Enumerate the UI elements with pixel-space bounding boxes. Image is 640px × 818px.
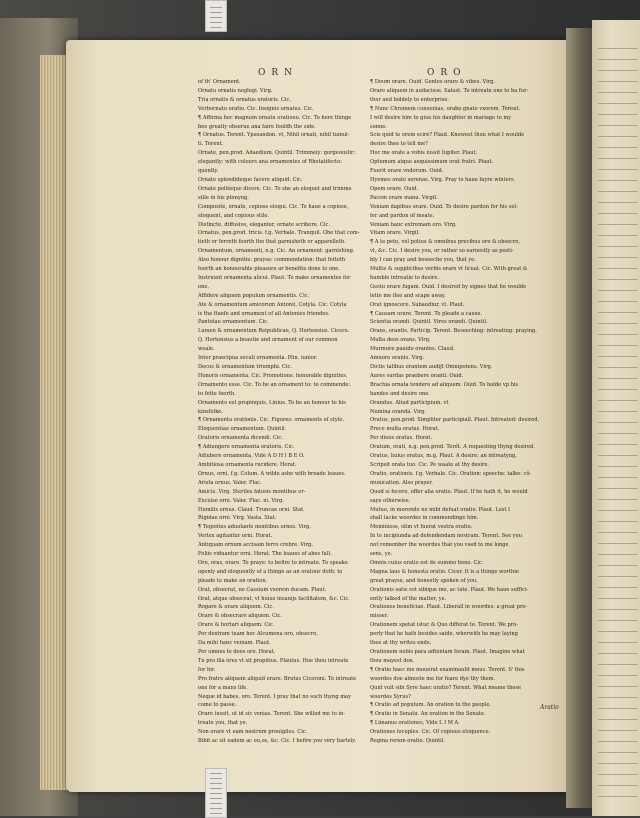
text-line: one. bbox=[198, 283, 209, 290]
text-line: weale. bbox=[198, 346, 215, 353]
text-line: Scripsit orata tuo. Cic. Pe waate at thy desire. bbox=[370, 461, 490, 468]
text-line: ¶ Limanus orationes, Vide L I M A. bbox=[370, 720, 460, 727]
text-line: Composite, ornate, copiose eloqui. Cic. To haue a copiose, bbox=[198, 203, 349, 210]
text-line: lette me flee and scape away. bbox=[370, 292, 446, 299]
text-line: Excelse orni. Valer. Flac. ni. Virg. bbox=[198, 497, 284, 504]
text-line: I will desire him to giue his daughter in mariage to my bbox=[370, 114, 512, 121]
text-line: fer and pardon of meate. bbox=[370, 212, 435, 219]
text-line: Antiquam ornum accisam ferro crebre. Virg. bbox=[198, 542, 313, 549]
text-line: bly I can pray and beseeche you, that ye. bbox=[370, 257, 476, 264]
text-line: Orare & hortari aliquem. Cic. bbox=[198, 622, 275, 629]
text-line: Arista ornus. Valer. Flac. bbox=[198, 479, 262, 486]
text-line: Orare iussit, ut id sic venias. Terent. She willed me to in- bbox=[198, 711, 346, 718]
text-line: pleade to make an oration. bbox=[198, 577, 268, 584]
text-line: openly and eloquently of a thinge as an oratour doth: to bbox=[198, 568, 343, 575]
text-line: Multa deos orans. Virg. bbox=[370, 337, 431, 344]
text-line: Ornate, pen.prod. Adaedium. Quintil. Trimmely: gorgeouslir: bbox=[198, 150, 356, 157]
text-line: Scis quid te orem scire? Plaut. Knowest thou what I woulde bbox=[370, 132, 525, 139]
text-line: Prece multa oratus. Horat. bbox=[370, 426, 440, 433]
text-line: vt, &c. Cic. I desire you, or rather so earnestly as posti- bbox=[370, 248, 514, 255]
text-line: Mutuo, in morendo ne mibi defuat oratio. Plaut. Lest I bbox=[370, 506, 511, 513]
text-line: thee at thy writes ende. bbox=[370, 640, 432, 647]
text-line: Orandus. Aliud participium. vt bbox=[370, 399, 449, 406]
text-line: for hir. bbox=[198, 666, 216, 673]
text-line: Ornamento esse. Cic. To be an ornament to: to commende: bbox=[198, 381, 351, 388]
running-head-right: ORO bbox=[427, 68, 467, 78]
text-line: Neque id habes, oro. Terent. I pray that no such thyng may bbox=[198, 693, 351, 700]
text-line: Q. Hortensius a beautie and ornament of our common bbox=[198, 337, 338, 344]
text-line: saye otherwise. bbox=[370, 497, 411, 504]
text-line: woordes Syrus? bbox=[370, 693, 411, 700]
text-line: Tu pro illa ores vt sit propitius. Plautus. Hoe thou intreate bbox=[198, 657, 349, 664]
text-line: Optumum atque aequissimum orat fratri. Plaut. bbox=[370, 159, 494, 166]
text-line: Pro fratre aliquem aliquid orare. Brutus Ciceroni. To intreate bbox=[198, 675, 357, 682]
text-line: ¶ Oratio haec me mouerat examinaulit meus. Terent. S' this bbox=[370, 666, 525, 673]
text-line: munication. Also prayer. bbox=[370, 479, 433, 486]
text-line: Lumen & ornamentum Reipublicae, Q. Hortensius. Cicero. bbox=[198, 328, 350, 335]
text-line: Decus & ornamentum triumphi. Cic. bbox=[198, 364, 292, 370]
text-line: Rogare & orare aliquem. Cic. bbox=[198, 604, 274, 611]
text-line: quently. bbox=[198, 168, 219, 175]
text-line: ¶ Ornatus. Terent. Ypseandon. vt, Nihil ornati, nihil tumul- bbox=[198, 132, 350, 139]
text-line: Dictis talibus orantem audijt Omnipotens. Virg. bbox=[370, 364, 493, 370]
text-line: Ornate politeque dicere. Cic. To sbe an eloquet and trimme bbox=[198, 185, 352, 192]
scale-ruler-top bbox=[205, 0, 227, 32]
text-line: Oratum, orati, n.g. pen.prod. Terét. A requesting thyng desired. bbox=[370, 444, 536, 451]
text-line: one for a mans life. bbox=[198, 684, 248, 691]
text-line: Brachia ornata tendere ad aliquem. Ouid. To holde vp his bbox=[370, 381, 519, 388]
text-line: Scientia orandi. Quintil. Vires orandi. Quintil. bbox=[370, 319, 488, 326]
text-line: Oratus, huius oratus, m.g. Plaut. A desire: an intreatyng. bbox=[370, 453, 517, 460]
text-line: great prayse, and honestly spoken of you. bbox=[370, 577, 478, 584]
text-line: ther and boldely to enterprise. bbox=[370, 96, 450, 103]
text-line: come to passe. bbox=[198, 702, 237, 709]
text-line: Verbornatu oratio. Cic. Insignis ornatus. Cic. bbox=[198, 105, 314, 112]
text-line: Humilis ornus. Claud. Truncae orni. Stat. bbox=[198, 506, 305, 513]
text-line: tieth or ferreth foorth the that garnisheth or apparelleth. bbox=[198, 239, 346, 246]
text-line: Per dextram tuam hoc Alcumena oro, obsecro, bbox=[198, 631, 318, 638]
text-line: Murmure pauido orantes. Claud. bbox=[370, 346, 455, 353]
text-line: Pantotae ornamentum. Cic. bbox=[198, 319, 269, 326]
text-line: Orationes beneficiae. Plaut. Liberall in woordes: a great pro- bbox=[370, 604, 528, 611]
text-line: Magna laus & honesta oratio. Cicer. It is a thinge worthie bbox=[370, 568, 519, 575]
text-line: shall lacke woordes in commendinge him. bbox=[370, 515, 479, 522]
text-line: not remember the woordes that you vsed to me longe bbox=[370, 542, 509, 549]
text-line: Hyemes orate serenas. Virg. Pray to haue fayre winters. bbox=[370, 176, 516, 183]
text-line: Omnis cuius oratio est de summo bono. Cic. bbox=[370, 559, 484, 566]
text-line: Orans, orantis. Particip. Terent. Beseeching: intreating: praying. bbox=[370, 328, 537, 335]
text-line: is the ftaefe and ornament of all Antonies friendes. bbox=[198, 310, 330, 317]
text-line: foorth an honourable pleasure ar benefite done to one. bbox=[198, 266, 340, 273]
text-line: Bibit ac sit eadem ac ou,os, &c. Cic. I befire you very hartely. bbox=[198, 738, 357, 745]
text-line: to fette foorth. bbox=[198, 390, 236, 397]
text-line: Fuerit orare vndorum. Ouid. bbox=[370, 168, 444, 175]
text-line: ently talked of the matter, ye. bbox=[370, 595, 447, 602]
text-line: ¶ Tegentes aduolante montibus ornos. Virg. bbox=[198, 524, 311, 531]
text-line: treate you, that ye. bbox=[198, 720, 248, 727]
text-line: ¶ Adiungere ornamenta oratoris. Cic. bbox=[198, 444, 295, 451]
text-line: Ornamento est propinquis, Linius. To be an honour to his bbox=[198, 399, 346, 406]
text-line: Inter praecipua seculi ornamenta. Plin. iunior. bbox=[198, 355, 318, 362]
text-line: ¶ Nunc Chremem conuenias, orabo gnato vxorem. Terent. bbox=[370, 105, 521, 112]
text-line: Rigidae orni. Virg. Vasta. Stat. bbox=[198, 515, 277, 522]
facing-page-text bbox=[598, 40, 638, 800]
text-line: Numina oranda. Virg. bbox=[370, 408, 427, 415]
text-line: Tria ornatis & ornatus oratoris. Cic. bbox=[198, 96, 291, 103]
text-line: Orationis satis est sibique me, ac tate. Plaut. We haue suffici- bbox=[370, 586, 529, 593]
text-line: Orat, obsecrat, ne Cassium vxorem ducam. Plaut. bbox=[198, 586, 327, 593]
text-line: Ambitiosa ornamenta recidere. Horat. bbox=[198, 461, 297, 468]
text-line: Distincte, diffusive, eleganter, ornate scribere. Cic. bbox=[198, 221, 331, 228]
text-line: eloquent, and copious stile. bbox=[198, 212, 269, 219]
text-line: Regina rerum oratio. Quintil. bbox=[370, 738, 446, 745]
text-line: Orare & obsecrare aliquem. Cic. bbox=[198, 613, 283, 620]
text-line: Orationem spetat istuc & Quo differat te. Terent. We pro- bbox=[370, 622, 519, 629]
text-line: Ornus, orni, f.g. Colum. A wilde ashe with broade leaues. bbox=[198, 470, 346, 477]
text-line: Eloquentiae ornamentum. Quintil. bbox=[198, 426, 287, 433]
text-line: Ornatu ornatis neglegi. Virg. bbox=[198, 87, 273, 94]
catchword: Aratio bbox=[540, 704, 559, 711]
text-line: Non orare vt eam nostrum prouigiles. Cic. bbox=[198, 729, 308, 736]
text-line: Ornamentum, ornamenti, n.g. Cic. An ornament: garnishing. bbox=[198, 248, 355, 255]
text-line: ¶ Deum orare. Ouid. Gentes orare & vibes. Virg. bbox=[370, 79, 496, 85]
text-line: elegantly: with colours ana ornamentes of Rhetatifecto: bbox=[198, 159, 342, 166]
text-line: Multis & supplicibus verbis orare vt liceat. Cic. With great & bbox=[370, 266, 528, 273]
text-line: Adiubere ornamenta, Vide A D H I B E O. bbox=[198, 453, 305, 460]
text-line: Orare aliquem in audacisse. Salust. To intreate one to ba fur- bbox=[370, 87, 529, 94]
text-line: Per diuos oratus. Horat. bbox=[370, 435, 433, 442]
text-line: ¶ Causam orare. Terent. To pleade a cause. bbox=[370, 310, 483, 317]
text-line: Veniam dapibus orare. Ouid. To desire pardon for his sel- bbox=[370, 203, 518, 210]
text-line: Ate & ornamentum amicorum Antonii, Cotyla. Cic. Cotyla bbox=[198, 301, 347, 308]
text-line: handes and desire one. bbox=[370, 390, 430, 397]
text-line: Pacem orare manu. Virgil. bbox=[370, 194, 438, 201]
text-line: perly that he hath besides saide, wherwith he may laying bbox=[370, 631, 518, 638]
text-line: Amnore orants. Virg. bbox=[370, 355, 425, 362]
text-line: Honoris ornamenta. Cic. Promotions: honorable dignities. bbox=[198, 372, 348, 379]
right-text-column bbox=[370, 78, 548, 746]
text-line: woordes doe almoste me for feare dye thy them. bbox=[370, 675, 496, 682]
text-line: Oratus, pen.prod. Simpliter participiall. Plaut. Intreated: desired. bbox=[370, 417, 540, 424]
text-line: ¶ Oratio ad populum. An oration to the people. bbox=[370, 702, 491, 709]
scale-ruler-bottom bbox=[205, 768, 227, 818]
text-line: humble intreatie to desire. bbox=[370, 274, 439, 281]
text-line: sonne. bbox=[370, 123, 387, 130]
text-line: Ornatus, pen.prod. tricis. f.g. Verbale. Tranquil. Ohe that com- bbox=[198, 230, 360, 237]
text-line: Ornate splendideque facere aliquid. Cic. bbox=[198, 176, 303, 183]
text-line: stile in his ptonyng. bbox=[198, 194, 249, 201]
text-line: Hoc me orate a vobis iussit Iupiter. Plaut. bbox=[370, 150, 478, 157]
text-line: ti. Terent. bbox=[198, 141, 224, 148]
text-line: Oro, oras, orare. To praye: to befire to intreate. To speake bbox=[198, 559, 348, 566]
text-line: Orationes locuples. Cic. Of copious eloquence. bbox=[370, 729, 491, 736]
text-line: sens, ye. bbox=[370, 551, 393, 558]
text-line: Da mihi hanc veniam. Plaut. bbox=[198, 640, 271, 647]
text-line: Vertex agitantur orni. Horat. bbox=[198, 533, 273, 540]
text-line: Opem orare. Ouid. bbox=[370, 185, 419, 192]
running-head-left: ORN bbox=[258, 68, 299, 78]
text-line: Orat ignoscere. Subaudiur, vt. Plaut. bbox=[370, 301, 465, 308]
text-line: of th' Ornament. bbox=[198, 79, 241, 85]
text-line: Orat, atque obsecrat, vt huius insanijs facilitatem, &c. Cic. bbox=[198, 595, 350, 602]
text-line: Quid vult sibi Syre haec oratio? Terent. What meane these bbox=[370, 684, 522, 691]
text-line: Oratoris ornamenta dicendi. Cic. bbox=[198, 435, 283, 442]
text-line: ¶ A te peto, vel potius & omnibus precibus oro & obsecro, bbox=[370, 239, 521, 246]
text-line: Quod si fecere, offer alia oratio. Plaut. If he hath it, he would bbox=[370, 488, 528, 495]
text-line: Gestu orare fugam. Ouid. I desired by signes that he woulde bbox=[370, 283, 527, 290]
text-line: Meminisse, olim vt fuerat vestra oratio. bbox=[370, 524, 473, 531]
text-line: Instruunt ornamenta alicui. Plaut. To make ornamentes for bbox=[198, 274, 351, 281]
text-line: Per omnes te deos oro. Horat. bbox=[198, 649, 276, 655]
text-line: In te incipiunda ad defendendam nostram. Terent. See you bbox=[370, 533, 522, 540]
text-line: kinsfolke. bbox=[198, 408, 223, 415]
text-line: Veniam hanc extremam oro. Virg. bbox=[370, 221, 457, 228]
text-line: Amicis. Virg. Steriles fatosis montibus or- bbox=[198, 488, 306, 495]
text-line: Foliis viduantur orni. Horat. The leaues of ahes fall. bbox=[198, 551, 332, 558]
text-line: Affidere aliquem populum ornamentis. Cic. bbox=[198, 292, 310, 299]
text-line: ¶ Ornamenta orationis. Cic. Figures: ornaments of style. bbox=[198, 417, 344, 424]
left-text-column bbox=[198, 78, 376, 746]
text-line: thou mayest doe. bbox=[370, 657, 415, 664]
text-line: misser. bbox=[370, 613, 389, 620]
text-line: Also honour dignitie: prayse: commendation: that fetteth bbox=[198, 257, 346, 264]
text-line: ¶ Affirma hec magnum ornatu oratioeu. Cic. To here thinge bbox=[198, 114, 352, 121]
text-line: Vitam orare. Virgil. bbox=[370, 230, 420, 237]
text-line: bee greatly ohserue ana faire fouldh the side. bbox=[198, 123, 316, 130]
text-line: Oratio, orationis. f.g. Verbale. Cic. Oration: speeche: talke: cõ- bbox=[370, 470, 532, 477]
text-line: Orationem nobis para adtentam foram. Plaut. Imagine what bbox=[370, 649, 525, 655]
text-line: Aures surdas praebere oranti. Ouid. bbox=[370, 372, 464, 379]
text-line: ¶ Oratio in Senatu. An oration in the Senate. bbox=[370, 711, 486, 718]
text-line: desire thee to tell me? bbox=[370, 141, 428, 148]
